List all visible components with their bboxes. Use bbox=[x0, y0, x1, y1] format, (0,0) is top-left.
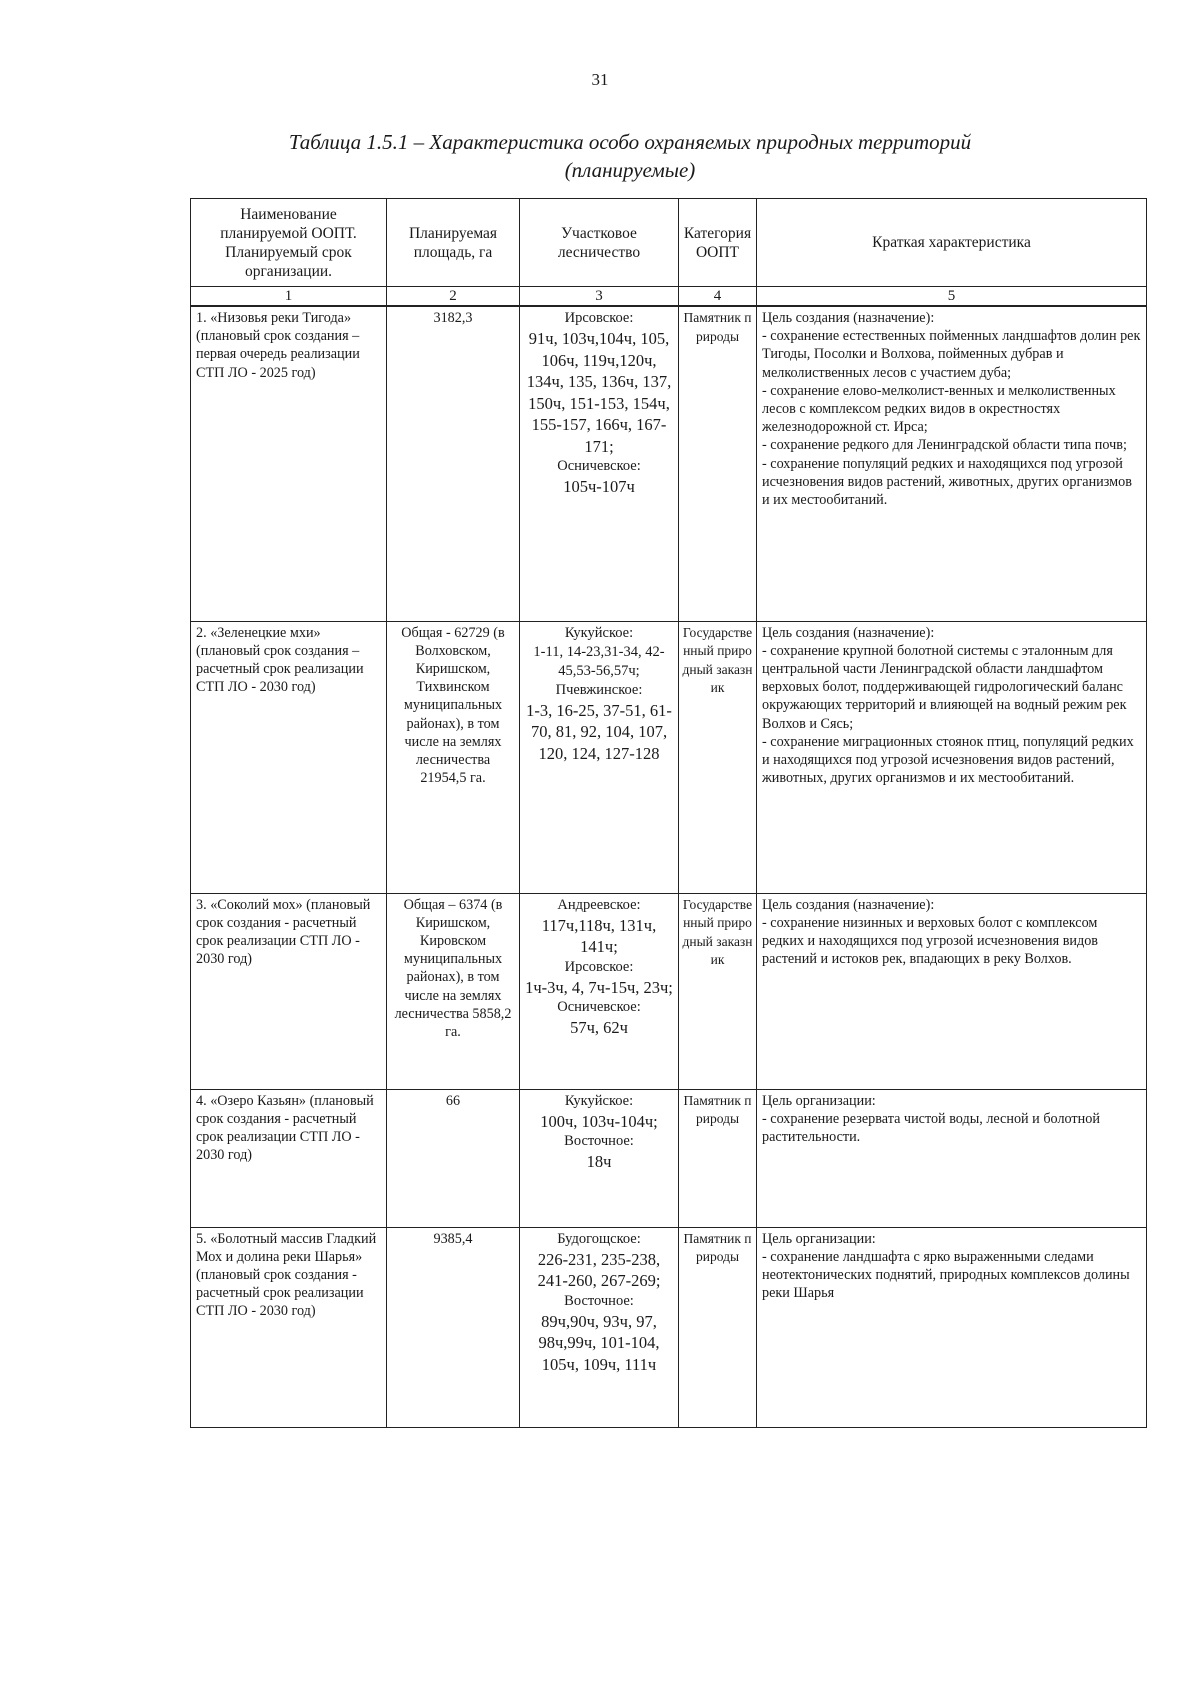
column-number: 3 bbox=[520, 287, 679, 307]
forestry-name: Осничевское: bbox=[557, 999, 641, 1015]
forestry-quarters: 18ч bbox=[586, 1152, 612, 1171]
forestry-name: Андреевское: bbox=[557, 896, 641, 913]
header-category: Категория ООПТ bbox=[679, 199, 757, 287]
oopt-category: Памятник природы bbox=[679, 1089, 757, 1227]
oopt-area: 66 bbox=[387, 1089, 520, 1227]
oopt-description bbox=[757, 621, 1147, 893]
oopt-description bbox=[757, 306, 1147, 621]
description-line: - сохранение естественных пойменных ландшафтов долин рек Тигоды, Посолки и Волхова, пойменных дубрав и мелколиственных лесов с участием дуба; bbox=[762, 328, 1141, 381]
table-row bbox=[191, 893, 1147, 1089]
forestry-quarters: 1-11, 14-23,31-34, 42-45,53-56,57ч; bbox=[533, 643, 665, 679]
forestry-quarters: 117ч,118ч, 131ч, 141ч; bbox=[541, 915, 657, 956]
description-line: - сохранение миграционных стоянок птиц, популяций редких и находящихся под угрозой исчезновения видов растений, животных, других организмов и их местообитаний. bbox=[762, 733, 1134, 787]
oopt-name: 2. «Зеленецкие мхи» (плановый срок создания – расчетный срок реализации СТП ЛО - 2030 год) bbox=[191, 621, 387, 893]
table-row bbox=[191, 1227, 1147, 1427]
header-description: Краткая характеристика bbox=[757, 199, 1147, 287]
column-number-row bbox=[191, 287, 1147, 307]
forestry-quarters: 105ч-107ч bbox=[563, 477, 635, 496]
forestry-name: Ирсовское: bbox=[564, 310, 634, 326]
column-number: 5 bbox=[757, 287, 1147, 307]
oopt-name: 1. «Низовья реки Тигода» (плановый срок создания – первая очередь реализации СТП ЛО - 2025 год) bbox=[191, 306, 387, 621]
page-number: 31 bbox=[591, 70, 609, 89]
oopt-forestry bbox=[520, 1227, 679, 1427]
oopt-forestry bbox=[520, 306, 679, 621]
oopt-description bbox=[757, 1089, 1147, 1227]
forestry-name: Ирсовское: bbox=[564, 958, 634, 975]
forestry-quarters: 1ч-3ч, 4, 7ч-15ч, 23ч; bbox=[525, 977, 673, 997]
description-line: - сохранение ландшафта с ярко выраженными следами неотектонических поднятий, природных комплексов долины реки Шарья bbox=[762, 1248, 1130, 1302]
oopt-category: Государственный природный заказник bbox=[679, 621, 757, 893]
table-row bbox=[191, 306, 1147, 621]
description-line: Цель создания (назначение): bbox=[762, 310, 935, 326]
oopt-forestry bbox=[520, 621, 679, 893]
description-line: - сохранение низинных и верховых болот с комплексом редких и находящихся под угрозой исчезновения видов растений и истоков рек, впадающих в реку Волхов. bbox=[762, 914, 1099, 968]
oopt-name: 4. «Озеро Казьян» (плановый срок создания - расчетный срок реализации СТП ЛО - 2030 год) bbox=[191, 1089, 387, 1227]
column-number: 4 bbox=[679, 287, 757, 307]
forestry-quarters: 1-3, 16-25, 37-51, 61-70, 81, 92, 104, 107, 120, 124, 127-128 bbox=[526, 700, 672, 763]
forestry-name: Пчевжинское: bbox=[555, 681, 643, 698]
forestry-name: Восточное: bbox=[564, 1133, 634, 1149]
description-line: - сохранение крупной болотной системы с эталонным для центральной части Ленинградской области ландшафтом верховых болот, поддерживающей гидрологический баланс окружающих территорий и влияющей на водный режим рек Волхов и Сясь; bbox=[762, 642, 1127, 732]
forestry-name: Осничевское: bbox=[557, 458, 641, 474]
oopt-table bbox=[190, 198, 1147, 1428]
oopt-description bbox=[757, 893, 1147, 1089]
forestry-quarters: 100ч, 103ч-104ч; bbox=[540, 1111, 658, 1131]
description-line: Цель создания (назначение): bbox=[762, 624, 935, 641]
forestry-name: Кукуйское: bbox=[564, 624, 634, 641]
forestry-name: Кукуйское: bbox=[564, 1092, 634, 1109]
header-forestry: Участковое лесничество bbox=[520, 199, 679, 287]
table-row bbox=[191, 621, 1147, 893]
forestry-quarters: 57ч, 62ч bbox=[570, 1018, 628, 1037]
table-header-row bbox=[191, 199, 1147, 287]
forestry-name: Будогощское: bbox=[557, 1230, 641, 1247]
oopt-area: 3182,3 bbox=[387, 306, 520, 621]
forestry-quarters: 89ч,90ч, 93ч, 97, 98ч,99ч, 101-104, 105ч, 109ч, 111ч bbox=[538, 1311, 660, 1374]
forestry-name: Восточное: bbox=[564, 1292, 634, 1309]
oopt-area: Общая – 6374 (в Киришском, Кировском муниципальных районах), в том числе на землях лесничества 5858,2 га. bbox=[387, 893, 520, 1089]
column-number: 1 bbox=[191, 287, 387, 307]
oopt-description bbox=[757, 1227, 1147, 1427]
table-title bbox=[190, 128, 1070, 184]
description-line: Цель организации: bbox=[762, 1092, 876, 1109]
oopt-area: Общая - 62729 (в Волховском, Киришском, Тихвинском муниципальных районах), в том числе на землях лесничества 21954,5 га. bbox=[387, 621, 520, 893]
oopt-name: 5. «Болотный массив Гладкий Мох и долина реки Шарья» (плановый срок создания - расчетный срок реализации СТП ЛО - 2030 год) bbox=[191, 1227, 387, 1427]
oopt-forestry bbox=[520, 1089, 679, 1227]
column-number: 2 bbox=[387, 287, 520, 307]
description-line: - сохранение резервата чистой воды, лесной и болотной растительности. bbox=[762, 1110, 1100, 1145]
oopt-forestry bbox=[520, 893, 679, 1089]
description-line: - сохранение популяций редких и находящихся под угрозой исчезновения видов растений, животных, других организмов и их местообитаний. bbox=[762, 455, 1132, 509]
description-line: Цель организации: bbox=[762, 1230, 876, 1247]
table-title-line-2: (планируемые) bbox=[564, 158, 696, 182]
forestry-quarters: 91ч, 103ч,104ч, 105, 106ч, 119ч,120ч, 134ч, 135, 136ч, 137, 150ч, 151-153, 154ч, 155-157, 166ч, 167-171; bbox=[526, 329, 672, 456]
oopt-category: Памятник природы bbox=[679, 1227, 757, 1427]
oopt-name: 3. «Соколий мох» (плановый срок создания - расчетный срок реализации СТП ЛО - 2030 год) bbox=[191, 893, 387, 1089]
table-title-line-1: Таблица 1.5.1 – Характеристика особо охраняемых природных территорий bbox=[288, 130, 972, 154]
oopt-category: Памятник природы bbox=[679, 306, 757, 621]
oopt-area: 9385,4 bbox=[387, 1227, 520, 1427]
header-name: Наименование планируемой ООПТ. Планируемый срок организации. bbox=[191, 199, 387, 287]
description-line: - сохранение елово-мелколист-венных и мелколиственных лесов с комплексом редких видов в окрестностях железнодорожной ст. Ирса; bbox=[762, 382, 1116, 436]
header-area: Планируемая площадь, га bbox=[387, 199, 520, 287]
oopt-category: Государственный природный заказник bbox=[679, 893, 757, 1089]
table-row bbox=[191, 1089, 1147, 1227]
description-line: - сохранение редкого для Ленинградской области типа почв; bbox=[762, 437, 1127, 454]
forestry-quarters: 226-231, 235-238, 241-260, 267-269; bbox=[537, 1249, 661, 1290]
description-line: Цель создания (назначение): bbox=[762, 896, 935, 913]
